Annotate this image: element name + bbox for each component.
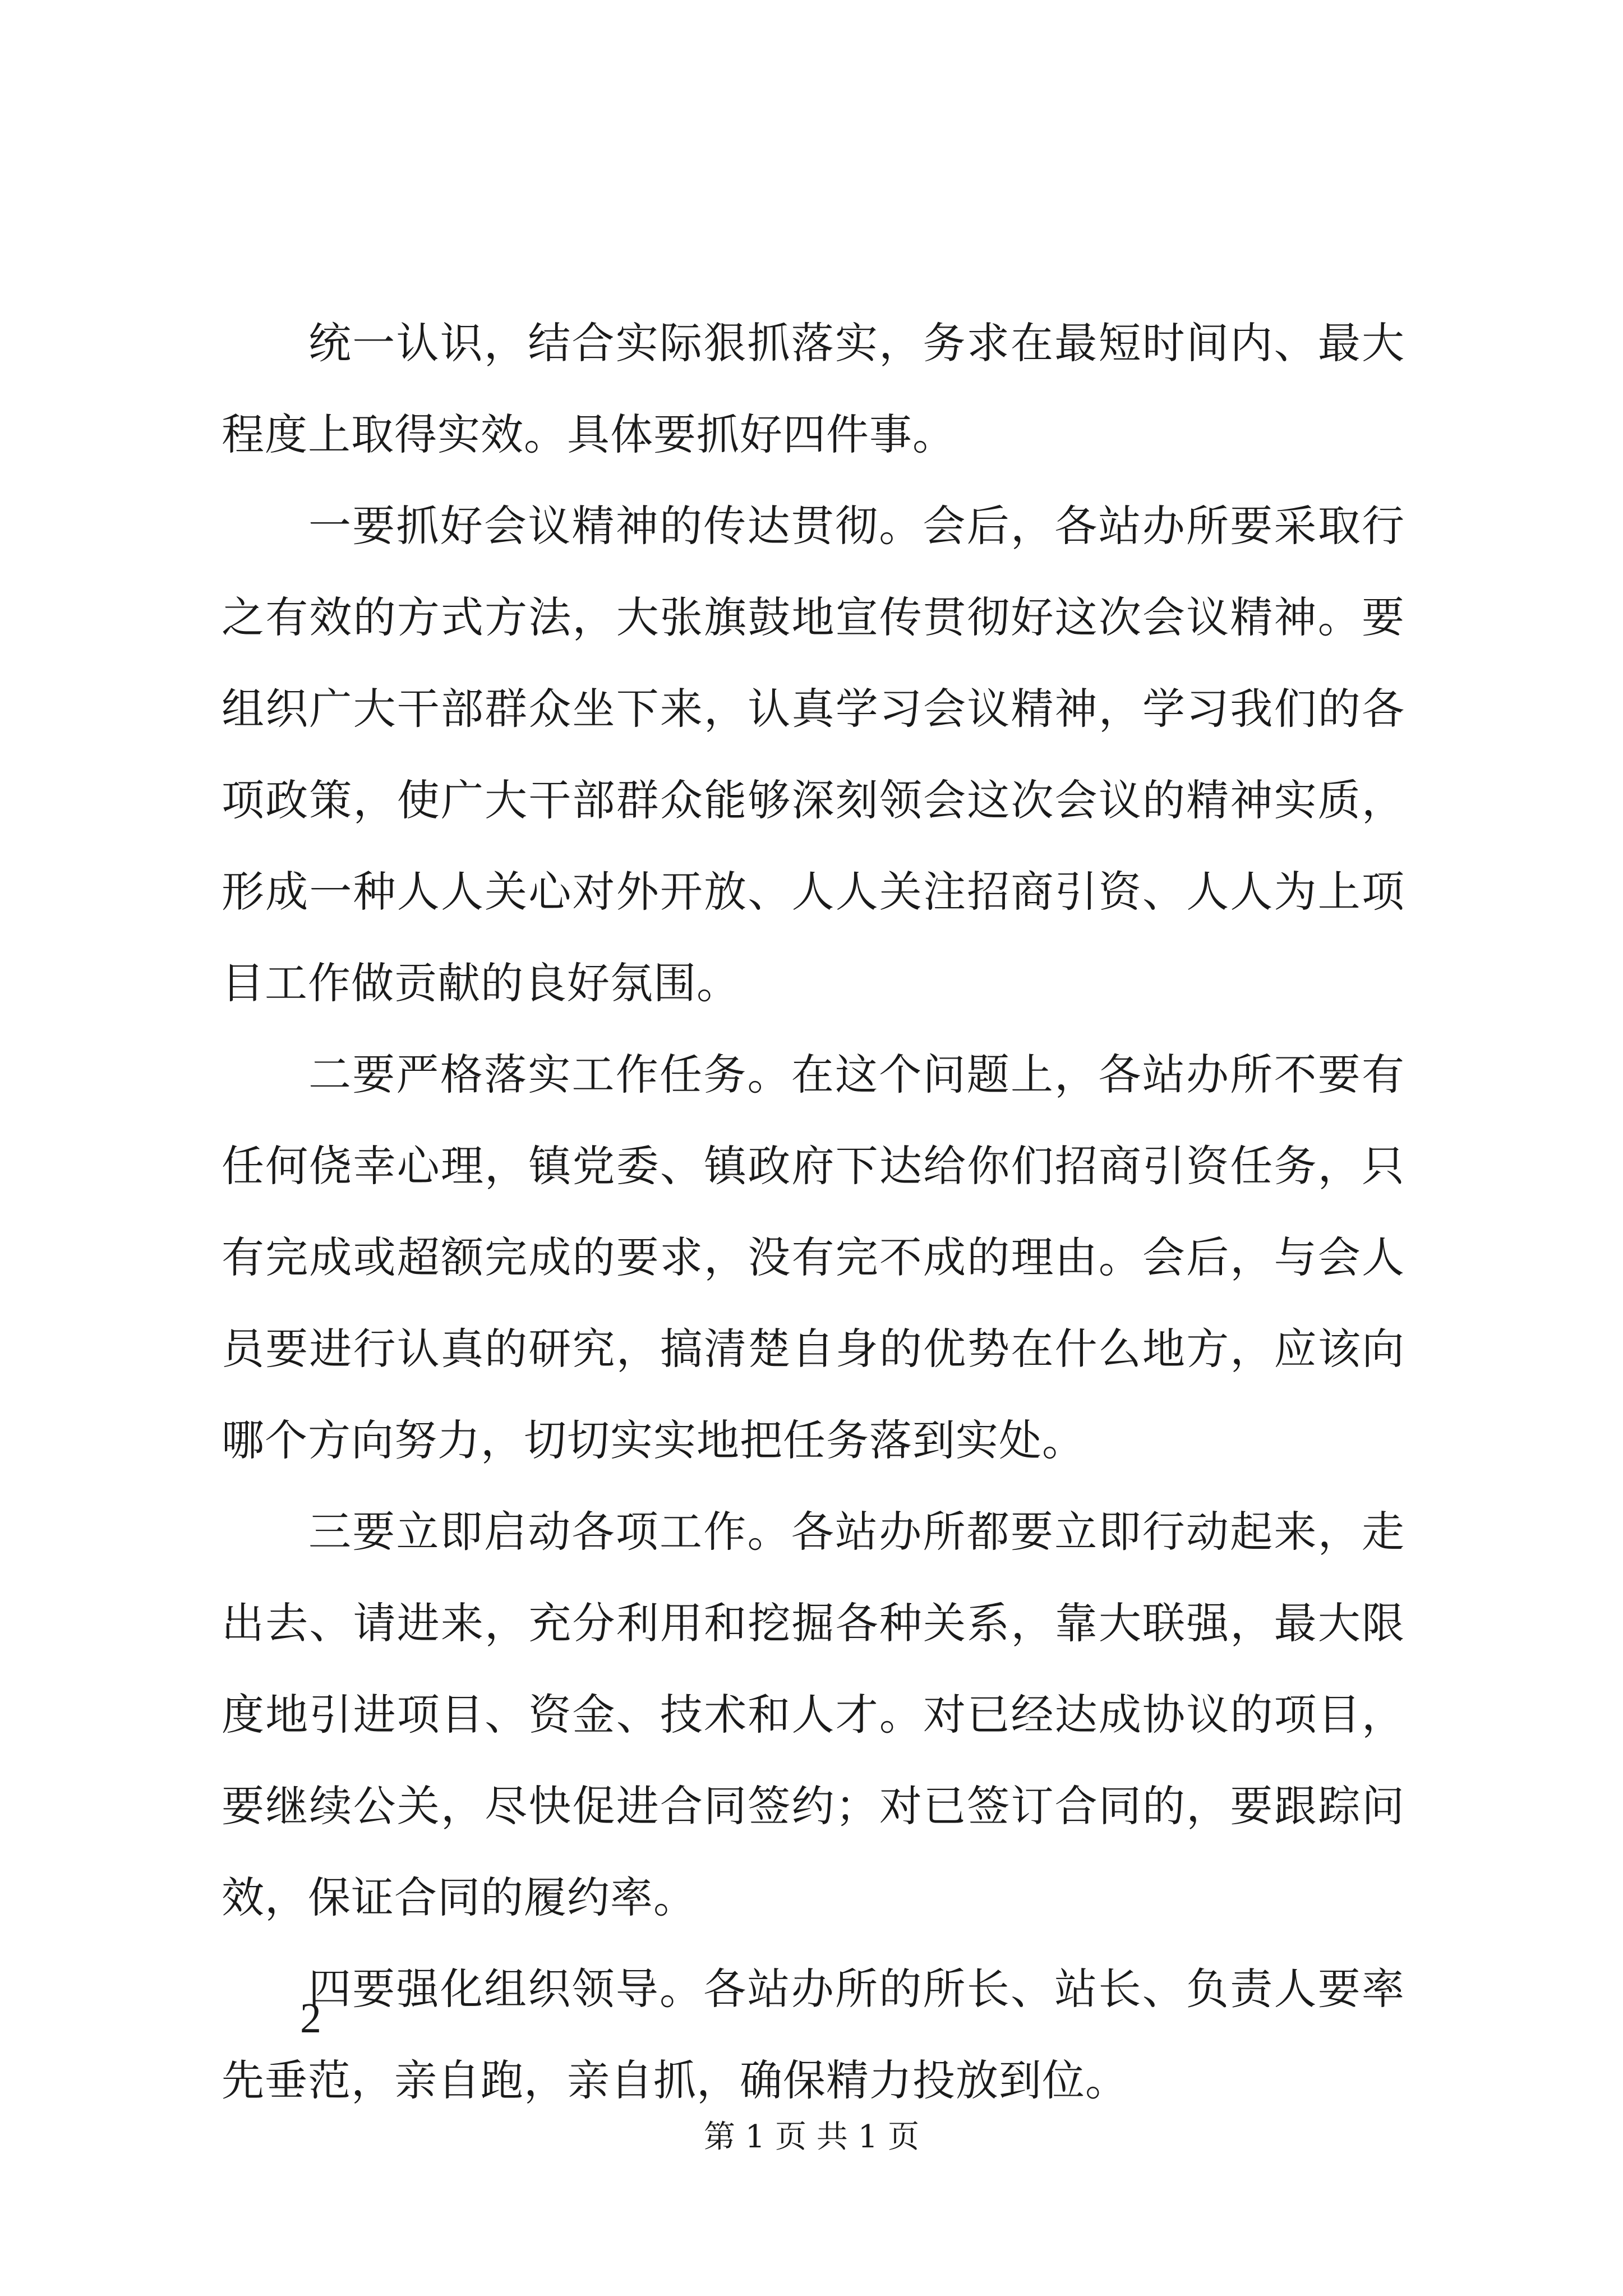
paragraph-point-three: 三要立即启动各项工作。各站办所都要立即行动起来，走出去、请进来，充分利用和挖掘各种关系，靠大联强，最大限度地引进项目、资金、技术和人才。对已经达成协议的项目，要继续公关，尽快促进合同签约；对已签订合同的，要跟踪问效，保证合同的履约率。 — [222, 1507, 1405, 1922]
paragraph-point-one: 一要抓好会议精神的传达贯彻。会后，各站办所要采取行之有效的方式方法，大张旗鼓地宣传贯彻好这次会议精神。要组织广大干部群众坐下来，认真学习会议精神，学习我们的各项政策，使广大干部群众能够深刻领会这次会议的精神实质，形成一种人人关心对外开放、人人关注招商引资、人人为上项目工作做贡献的良好氛围。 — [222, 501, 1405, 1008]
inline-page-number: 2 — [300, 1995, 321, 2042]
paragraph-point-four: 四要强化组织领导。各站办所的所长、站长、负责人要率先垂范，亲自跑，亲自抓，确保精力投放到位。 — [222, 1964, 1405, 2105]
paragraph-point-two: 二要严格落实工作任务。在这个问题上，各站办所不要有任何侥幸心理，镇党委、镇政府下达给你们招商引资任务，只有完成或超额完成的要求，没有完不成的理由。会后，与会人员要进行认真的研究，搞清楚自身的优势在什么地方，应该向哪个方向努力，切切实实地把任务落到实处。 — [222, 1050, 1405, 1465]
paragraph-intro: 统一认识，结合实际狠抓落实，务求在最短时间内、最大程度上取得实效。具体要抓好四件事。 — [222, 318, 1405, 459]
page-footer: 第 1 页 共 1 页 — [703, 2119, 920, 2155]
document-body — [222, 297, 1405, 2126]
